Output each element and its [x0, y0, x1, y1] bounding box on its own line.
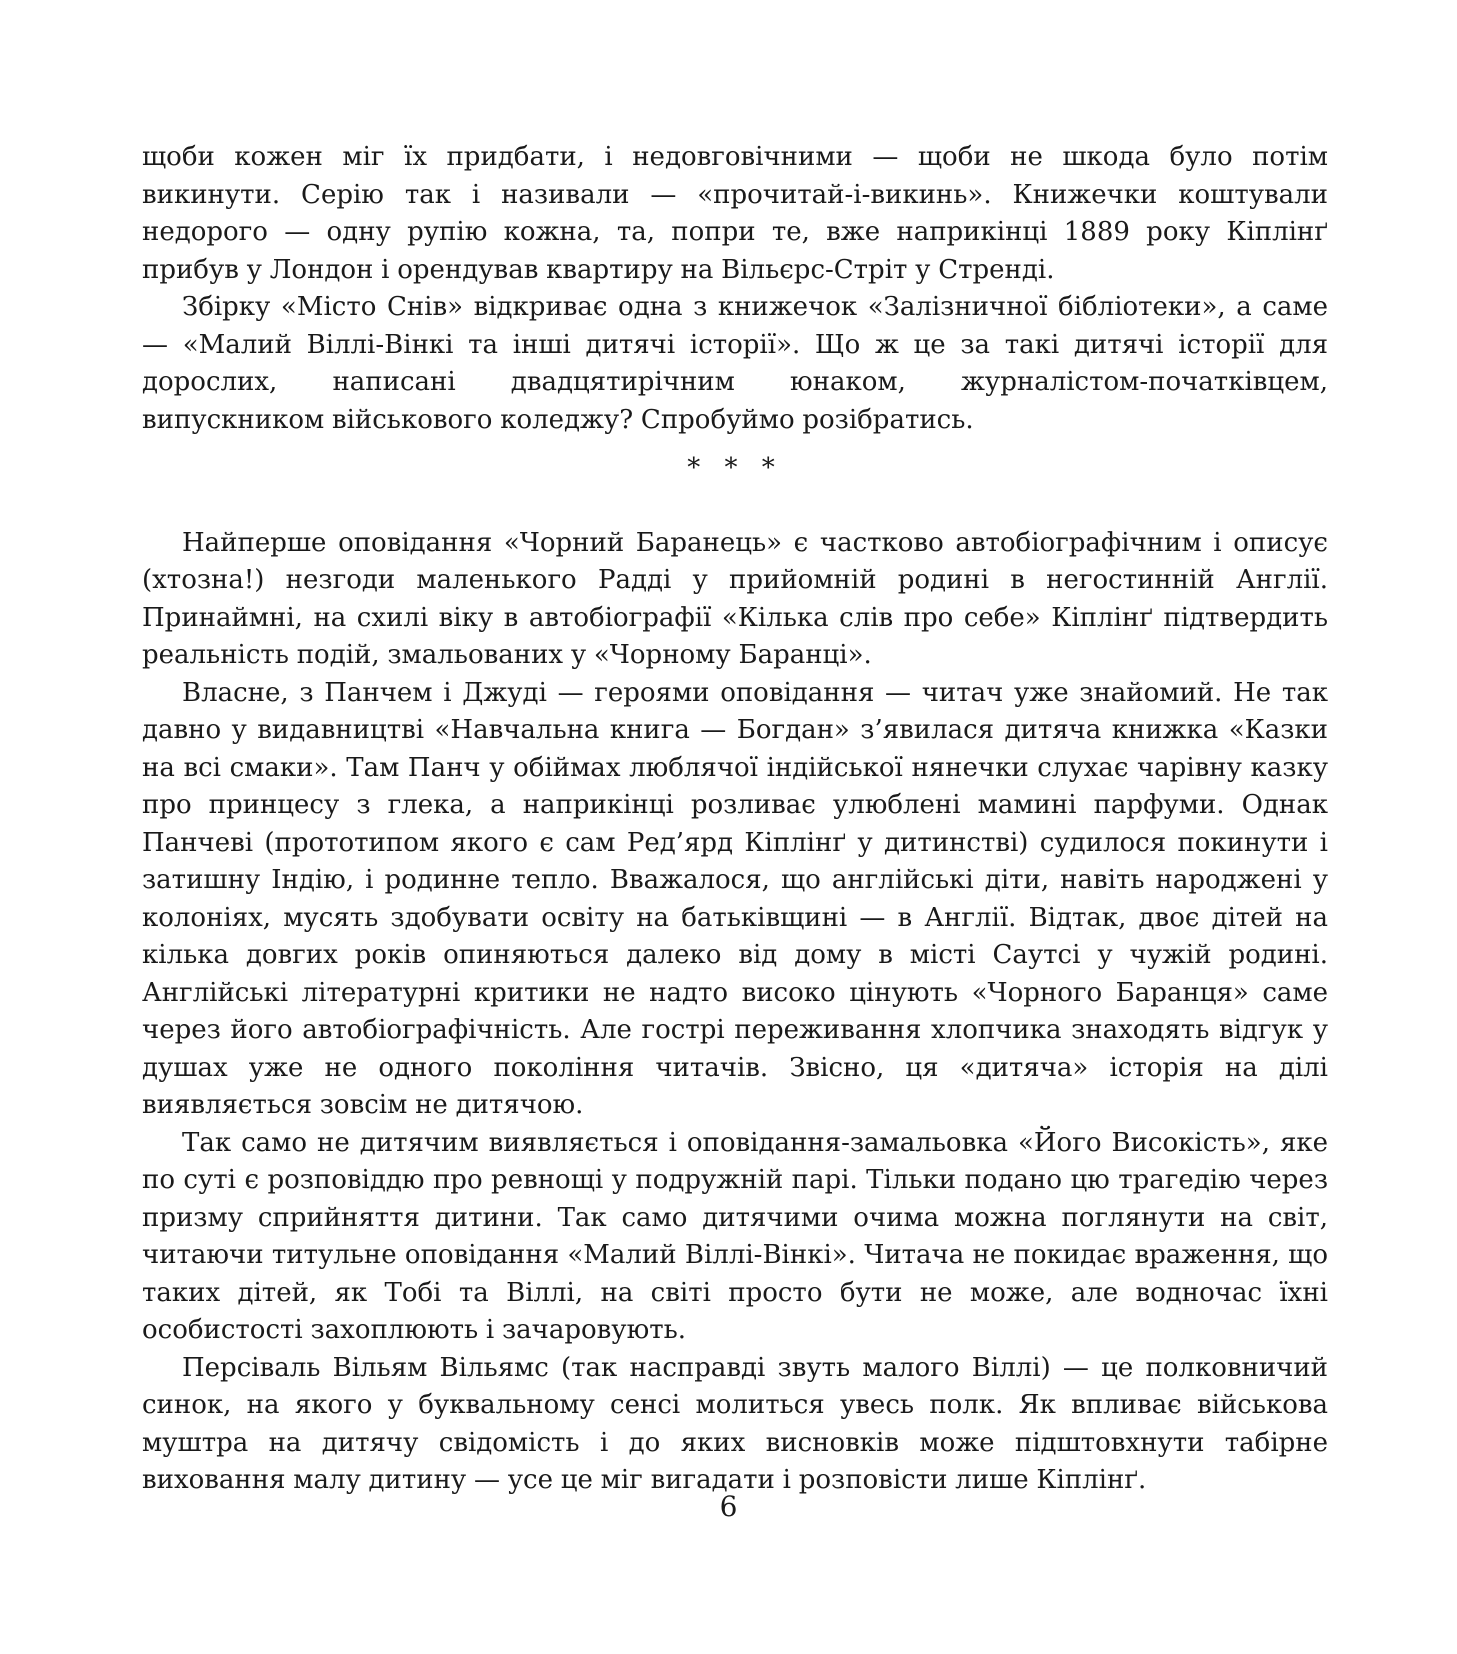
page-body: [142, 139, 1328, 1500]
section-separator: * * *: [687, 453, 783, 483]
paragraph: Збірку «Місто Снів» відкриває одна з книжечок «Залізничної бібліотеки», а саме — «Малий Віллі-Вінкі та інші дитячі історії». Що ж це за такі дитячі історії для дорослих, написані двадцятирічним юнаком, журналістом-початківцем, випускником військового коледжу? Спробуймо розібратись.: [142, 292, 1328, 435]
paragraph: Персіваль Вільям Вільямс (так насправді звуть малого Віллі) — це полковничий синок, на якого у буквальному сенсі молиться увесь полк. Як впливає військова муштра на дитячу свідомість і до яких висновків може підштовхнути табірне виховання малу дитину — усе це міг вигадати і розповісти лише Кіплінґ.: [142, 1352, 1328, 1495]
paragraph: Найперше оповідання «Чорний Баранець» є частково автобіографічним і описує (хтозна!) незгоди маленького Радді у прийомній родині в негостинній Англії. Принаймні, на схилі віку в автобіографії «Кілька слів про себе» Кіплінґ підтвердить реальність подій, змальованих у «Чорному Баранці».: [142, 527, 1328, 670]
paragraph: Власне, з Панчем і Джуді — героями оповідання — читач уже знайомий. Не так давно у видавництві «Навчальна книга — Богдан» з’явилася дитяча книжка «Казки на всі смаки». Там Панч у обіймах люблячої індійської нянечки слухає чарівну казку про принцесу з глека, а наприкінці розливає улюблені мамині парфуми. Однак Панчеві (прототипом якого є сам Ред’ярд Кіплінґ у дитинстві) судилося покинути і затишну Індію, і родинне тепло. Вважалося, що англійські діти, навіть народжені у колоніях, мусять здобувати освіту на батьківщині — в Англії. Відтак, двоє дітей на кілька довгих років опиняються далеко від дому в місті Саутсі у чужій родині. Англійські літературні критики не надто високо цінують «Чорного Баранця» саме через його автобіографічність. Але гострі переживання хлопчика знаходять відгук у душах уже не одного покоління читачів. Звісно, ця «дитяча» історія на ділі виявляється зовсім не дитячою.: [142, 677, 1328, 1120]
text-section-after: [142, 525, 1328, 1500]
paragraph: Так само не дитячим виявляється і оповідання-замальовка «Його Високість», яке по суті є розповіддю про ревнощі у подружній парі. Тільки подано цю трагедію через призму сприйняття дитини. Так само дитячими очима можна поглянути на світ, читаючи титульне оповідання «Малий Віллі-Вінкі». Читача не покидає враження, що таких дітей, як Тобі та Віллі, на світі просто бути не може, але водночас їхні особистості захоплюють і зачаровують.: [142, 1127, 1328, 1345]
page-number: 6: [719, 1490, 738, 1523]
text-section-before: [142, 139, 1328, 439]
paragraph: щоби кожен міг їх придбати, і недовговічними — щоби не шкода було потім викинути. Серію так і називали — «прочитай-і-викинь». Книжечки коштували недорого — одну рупію кожна, та, попри те, вже наприкінці 1889 року Кіплінґ прибув у Лондон і орендував квартиру на Вільєрс-Стріт у Стренді.: [142, 142, 1328, 285]
